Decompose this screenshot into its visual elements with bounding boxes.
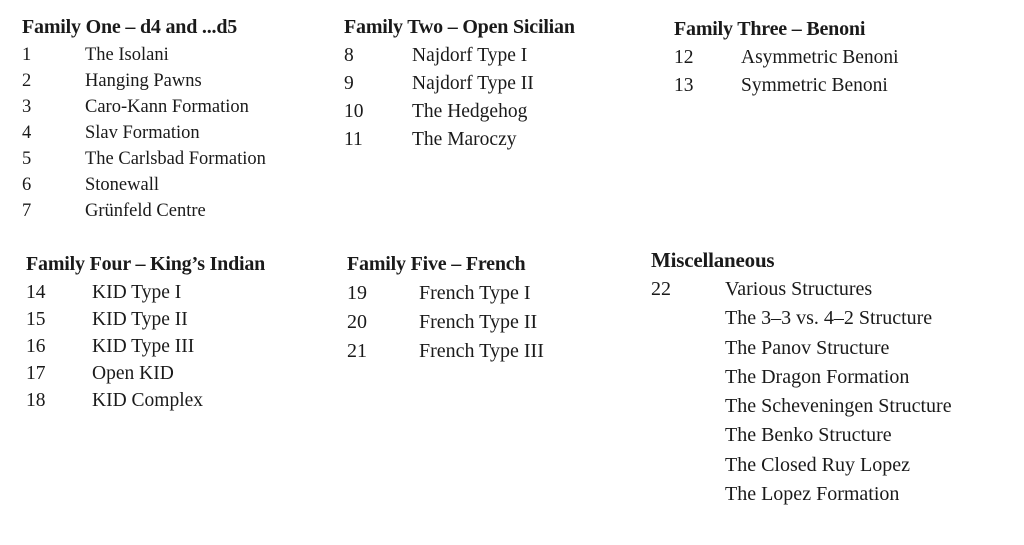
sub-structure-item: The Scheveningen Structure (725, 395, 952, 418)
item-number: 6 (22, 175, 32, 195)
item-number: 2 (22, 71, 32, 91)
list-item (26, 333, 265, 360)
item-number: 16 (26, 336, 46, 357)
miscellaneous-section (651, 247, 952, 509)
family-title: Family Two – Open Sicilian (344, 16, 575, 38)
family-five-section (347, 251, 544, 366)
item-name: Hanging Pawns (85, 71, 202, 91)
item-number: 15 (26, 309, 46, 330)
item-name: Symmetric Benoni (741, 75, 888, 96)
item-number: 17 (26, 363, 46, 384)
sub-structure-item: The Panov Structure (725, 336, 890, 359)
item-name: KID Type III (92, 336, 195, 357)
item-name: Open KID (92, 363, 174, 384)
item-name: Various Structures (725, 278, 873, 300)
sub-structures-list (725, 304, 952, 509)
sub-structure-item: The 3–3 vs. 4–2 Structure (725, 307, 933, 330)
item-name: French Type III (419, 340, 544, 362)
item-name: KID Complex (92, 390, 204, 411)
item-name: The Isolani (85, 45, 169, 65)
list-item (344, 42, 575, 70)
item-name: French Type II (419, 311, 538, 333)
family-title: Miscellaneous (651, 248, 775, 272)
list-item (344, 98, 575, 126)
item-number: 21 (347, 340, 367, 362)
item-number: 4 (22, 123, 32, 143)
item-name: Grünfeld Centre (85, 201, 206, 221)
list-item (22, 172, 266, 198)
item-number: 1 (22, 45, 32, 65)
list-item (22, 120, 266, 146)
list-item (344, 126, 575, 154)
family-one-section (22, 14, 266, 224)
item-number: 5 (22, 149, 32, 169)
sub-structure-item: The Closed Ruy Lopez (725, 453, 910, 476)
family-three-section (674, 16, 899, 100)
list-item (22, 68, 266, 94)
sub-structure-item: The Benko Structure (725, 424, 892, 447)
item-number: 11 (344, 129, 363, 150)
item-name: The Carlsbad Formation (85, 149, 266, 169)
item-name: French Type I (419, 282, 531, 304)
item-name: KID Type II (92, 309, 188, 330)
list-item (22, 42, 266, 68)
item-number: 13 (674, 75, 694, 96)
list-item (22, 146, 266, 172)
item-name: Najdorf Type II (412, 73, 534, 94)
item-number: 7 (22, 201, 32, 221)
list-item (674, 44, 899, 72)
item-number: 20 (347, 311, 367, 333)
item-number: 3 (22, 97, 32, 117)
family-title: Family One – d4 and ...d5 (22, 16, 238, 38)
list-item (26, 279, 265, 306)
list-item (22, 198, 266, 224)
list-item (26, 387, 265, 414)
item-number: 18 (26, 390, 46, 411)
sub-structure-item: The Lopez Formation (725, 483, 900, 506)
sub-structure-item: The Dragon Formation (725, 365, 910, 388)
item-name: Najdorf Type I (412, 45, 528, 66)
family-title: Family Five – French (347, 253, 526, 275)
item-name: The Hedgehog (412, 101, 528, 122)
list-item (26, 306, 265, 333)
item-name: KID Type I (92, 282, 182, 303)
list-item (22, 94, 266, 120)
item-name: The Maroczy (412, 129, 517, 150)
list-item (347, 337, 544, 366)
item-number: 8 (344, 45, 354, 66)
item-number: 22 (651, 278, 671, 300)
list-item (26, 360, 265, 387)
item-name: Slav Formation (85, 123, 200, 143)
item-number: 12 (674, 47, 694, 68)
family-title: Family Three – Benoni (674, 18, 866, 40)
item-number: 19 (347, 282, 367, 304)
list-item (344, 70, 575, 98)
item-number: 10 (344, 101, 364, 122)
item-name: Caro-Kann Formation (85, 97, 249, 117)
list-item (651, 275, 952, 304)
list-item (347, 279, 544, 308)
list-item (347, 308, 544, 337)
family-two-section (344, 14, 575, 154)
list-item (674, 72, 899, 100)
family-four-section (26, 251, 265, 414)
item-name: Stonewall (85, 175, 159, 195)
family-title: Family Four – King’s Indian (26, 253, 266, 275)
item-name: Asymmetric Benoni (741, 47, 899, 68)
item-number: 9 (344, 73, 354, 94)
item-number: 14 (26, 282, 46, 303)
